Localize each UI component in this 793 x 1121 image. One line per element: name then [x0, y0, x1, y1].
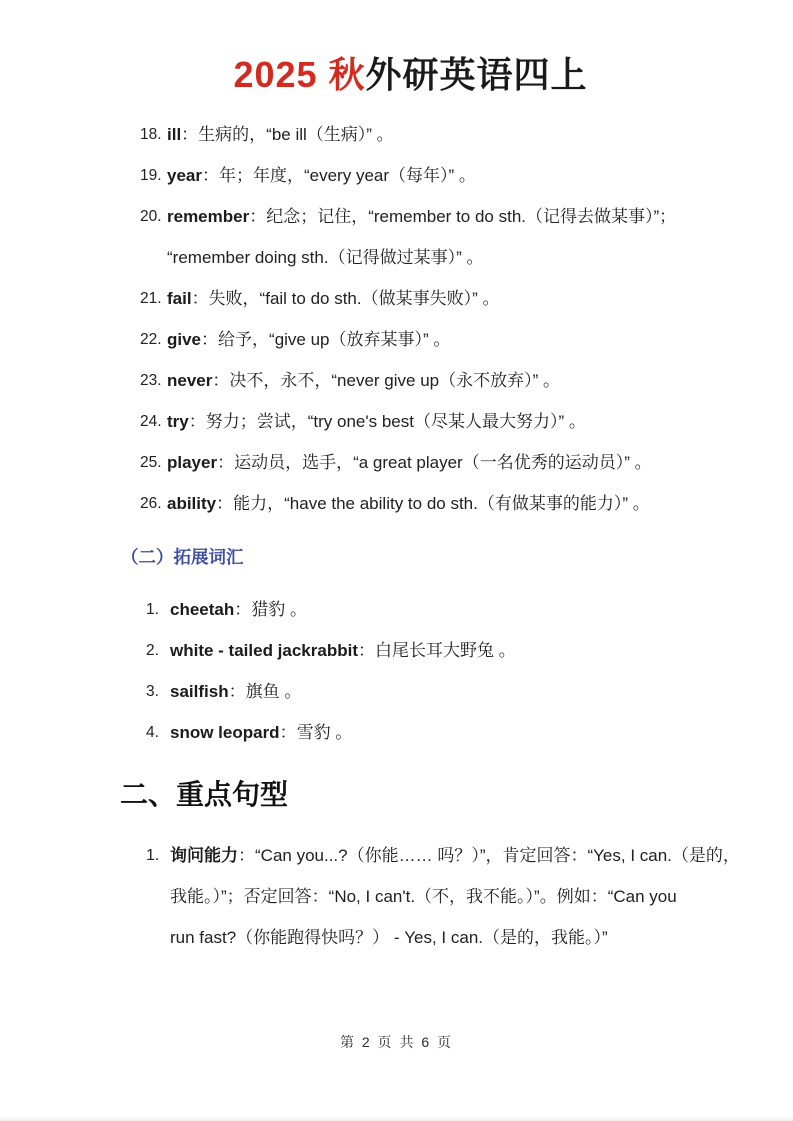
- item-number: 3.: [146, 683, 159, 700]
- vocab-definition: ：运动员，选手，“a great player（一名优秀的运动员）” 。: [217, 453, 652, 472]
- item-number: 21.: [140, 290, 162, 307]
- vocab-word: fail: [167, 289, 192, 308]
- vocab-definition: ：白尾长耳大野兔 。: [358, 641, 516, 660]
- vocab-word: never: [167, 371, 213, 390]
- item-line: [167, 442, 703, 483]
- vocab-word: ill: [167, 125, 182, 144]
- expansion-item-4: [146, 712, 703, 753]
- vocab-definition: ：能力，“have the ability to do sth.（有做某事的能力）” 。: [216, 494, 650, 513]
- vocab-item-26: [140, 483, 703, 524]
- item-line: [167, 401, 703, 442]
- item-number: 26.: [140, 495, 162, 512]
- sentence-line-1: [170, 835, 740, 876]
- item-body: [167, 360, 703, 401]
- item-line: [167, 155, 703, 196]
- expansion-item-1: [146, 589, 703, 630]
- item-number: 23.: [140, 372, 162, 389]
- item-number: 24.: [140, 413, 162, 430]
- item-line: [167, 360, 703, 401]
- item-line: [170, 671, 703, 712]
- item-body: [170, 671, 703, 712]
- item-line-2: “remember doing sth.（记得做过某事）” 。: [167, 248, 484, 267]
- vocab-definition: ：给予，“give up（放弃某事）” 。: [201, 330, 451, 349]
- section-heading-expansion-vocab: （二）拓展词汇: [121, 547, 244, 567]
- vocab-word: player: [167, 453, 218, 472]
- item-line: [167, 114, 703, 155]
- vocab-word: try: [167, 412, 189, 431]
- section-heading-key-sentences: 二、重点句型: [120, 779, 289, 810]
- sentence-item-1: [146, 835, 740, 958]
- vocab-item-19: [140, 155, 703, 196]
- vocab-item-25: [140, 442, 703, 483]
- item-number: 4.: [146, 724, 159, 741]
- vocab-word: remember: [167, 207, 250, 226]
- vocab-word: sailfish: [170, 682, 229, 701]
- item-body: [167, 278, 703, 319]
- vocab-item-18: [140, 114, 703, 155]
- item-line: [167, 483, 703, 524]
- vocab-definition: ：年；年度，“every year（每年）” 。: [201, 166, 476, 185]
- vocab-definition: ：猎豹 。: [234, 600, 307, 619]
- vocab-definition: ：旗鱼 。: [228, 682, 302, 701]
- item-number: 18.: [140, 126, 162, 143]
- item-number: 20.: [140, 208, 162, 225]
- sentence-line-3: run fast?（你能跑得快吗？） - Yes, I can.（是的，我能。）”: [170, 928, 608, 947]
- expansion-item-3: [146, 671, 703, 712]
- expansion-item-2: [146, 630, 703, 671]
- item-body: [170, 712, 703, 753]
- item-number: 1.: [146, 847, 160, 864]
- item-body: [170, 630, 703, 671]
- vocab-word: cheetah: [170, 600, 235, 619]
- key-sentence-list: [146, 835, 740, 958]
- item-number: 25.: [140, 454, 162, 471]
- page-bottom-edge: [0, 1116, 793, 1121]
- vocab-item-21: [140, 278, 703, 319]
- vocab-definition: ：努力；尝试，“try one's best（尽某人最大努力）” 。: [188, 412, 586, 431]
- sentence-text: ：“Can you...?（你能…… 吗？）”，肯定回答：“Yes, I can.（是的，: [238, 846, 740, 865]
- vocab-definition: ：失败，“fail to do sth.（做某事失败）” 。: [191, 289, 500, 308]
- item-number: 2.: [146, 642, 159, 659]
- item-body: [167, 401, 703, 442]
- item-body: [167, 442, 703, 483]
- item-body: [167, 319, 703, 360]
- vocab-definition: ：纪念；记住，“remember to do sth.（记得去做某事）”；: [249, 207, 677, 226]
- item-line: [170, 630, 703, 671]
- item-line: [167, 319, 703, 360]
- item-line: [167, 278, 703, 319]
- vocab-item-22: [140, 319, 703, 360]
- page-title-year-season: 2025 秋: [233, 54, 366, 95]
- vocab-definition: ：雪豹 。: [279, 723, 353, 742]
- vocab-item-24: [140, 401, 703, 442]
- vocab-definition: ：生病的，“be ill（生病）” 。: [181, 125, 394, 144]
- item-body: [170, 589, 703, 630]
- page-title: [118, 0, 703, 98]
- vocab-word: give: [167, 330, 202, 349]
- item-body: [167, 155, 703, 196]
- item-line: [170, 589, 703, 630]
- sentence-lead: 询问能力: [170, 846, 238, 865]
- key-vocab-list: [140, 114, 703, 524]
- page-number-footer: 第 2 页 共 6 页: [339, 1034, 454, 1050]
- sentence-line-2: 我能。）”；否定回答：“No, I can't.（不，我不能。）”。例如：“Can you: [170, 887, 677, 906]
- item-line: [170, 712, 703, 753]
- item-line: [167, 196, 703, 237]
- vocab-item-20: [140, 196, 703, 278]
- item-body: [167, 114, 703, 155]
- item-body: [167, 483, 703, 524]
- vocab-word: white - tailed jackrabbit: [170, 641, 358, 660]
- page-title-course-name: 外研英语四上: [365, 55, 588, 95]
- expansion-vocab-list: [146, 589, 703, 753]
- item-number: 1.: [146, 601, 159, 618]
- vocab-word: ability: [167, 494, 217, 513]
- vocab-item-23: [140, 360, 703, 401]
- item-number: 19.: [140, 167, 162, 184]
- item-body: [170, 835, 740, 958]
- item-number: 22.: [140, 331, 162, 348]
- vocab-word: snow leopard: [170, 723, 280, 742]
- vocab-definition: ：决不，永不，“never give up（永不放弃）” 。: [212, 371, 560, 390]
- item-body: [167, 196, 703, 278]
- vocab-word: year: [167, 166, 202, 185]
